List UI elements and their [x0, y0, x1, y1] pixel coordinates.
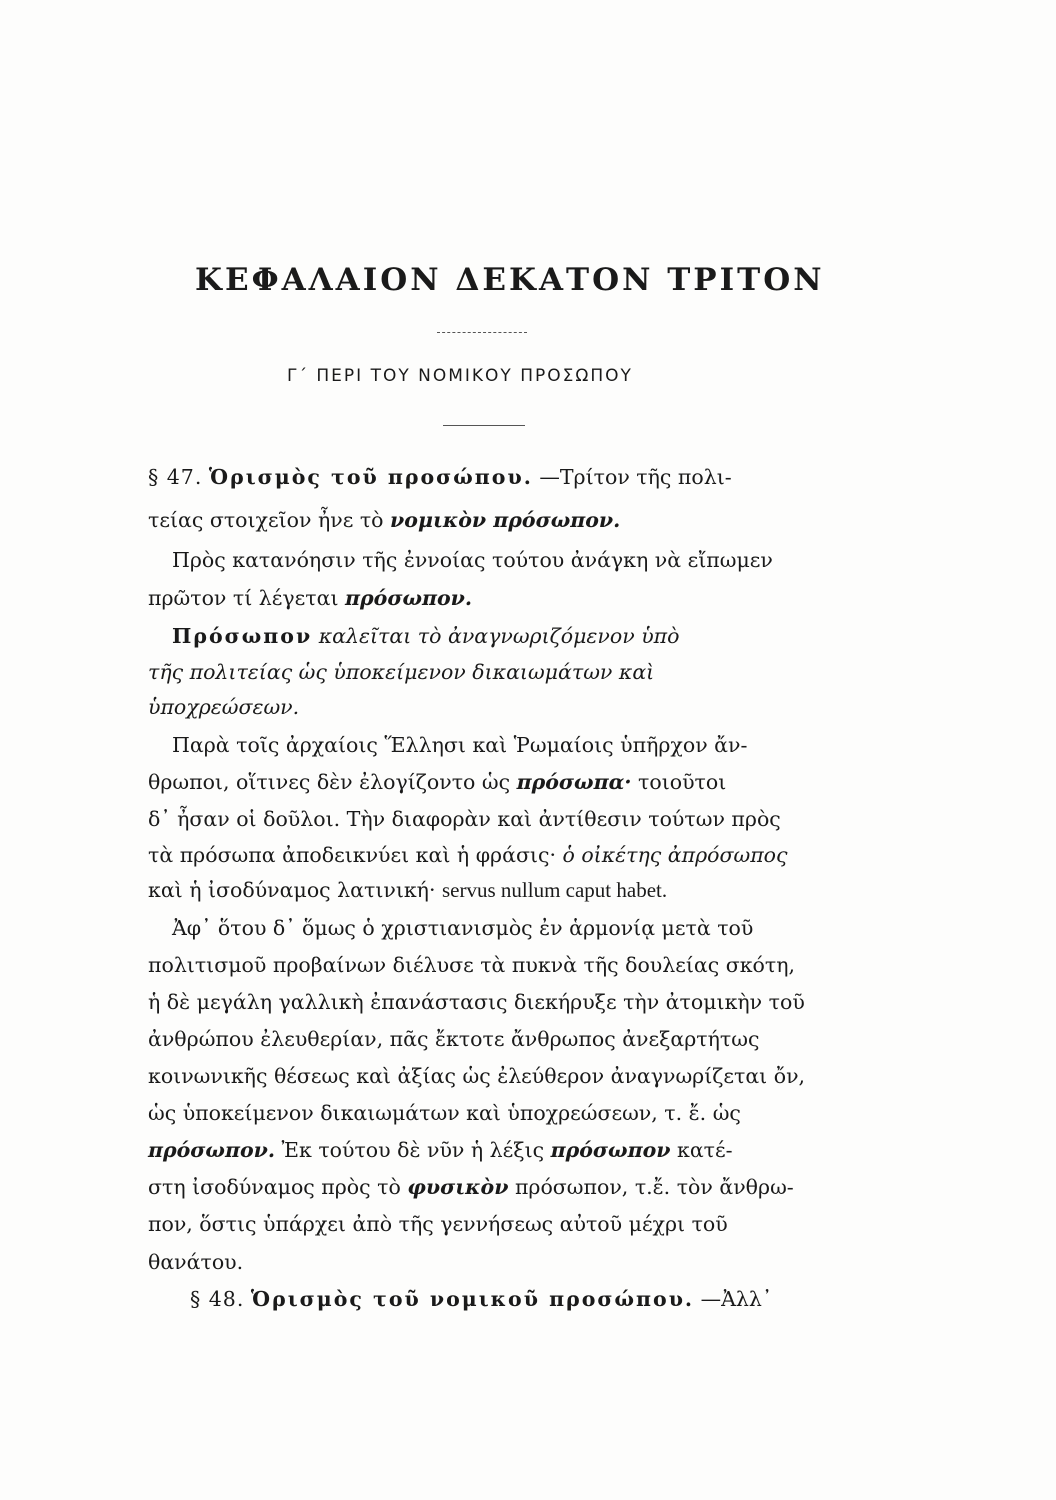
term-person: πρόσωπον — [550, 1138, 671, 1162]
chapter-subtitle: Γ΄ ΠΕΡΙ ΤΟΥ ΝΟΜΙΚΟΥ ΠΡΟΣΩΠΟΥ — [287, 366, 633, 386]
section-48-heading: Ὁρισμὸς τοῦ νομικοῦ προσώπου. — [250, 1287, 695, 1311]
text-fragment: θρωποι, οἵτινες δὲν ἐλογίζοντο ὡς — [148, 770, 517, 794]
latin-phrase: servus nullum caput habet. — [442, 878, 668, 902]
section-48-line — [190, 1284, 920, 1314]
paragraph-line — [148, 1172, 878, 1202]
paragraph-line: ἀνθρώπου ἐλευθερίαν, πᾶς ἔκτοτε ἄνθρωπος ἀνεξαρτήτως — [148, 1027, 760, 1051]
section-48-number: § 48. — [190, 1287, 245, 1311]
paragraph-line: κοινωνικῆς θέσεως καὶ ἀξίας ὡς ἐλεύθερον ἀναγνωρίζεται ὄν, — [148, 1064, 806, 1088]
text-fragment: —Τρίτον τῆς πολι- — [539, 465, 732, 489]
paragraph-line: πολιτισμοῦ προβαίνων διέλυσε τὰ πυκνὰ τῆς δουλείας σκότη, — [148, 953, 796, 977]
text-fragment: πρόσωπον, τ.ἔ. τὸν ἄνθρω- — [508, 1175, 794, 1199]
divider-top — [437, 332, 527, 333]
text-fragment: καὶ ἡ ἰσοδύναμος λατινική· — [148, 878, 442, 902]
term-legal-person: νομικὸν πρόσωπον. — [390, 508, 621, 532]
text-fragment: τοιοῦτοι — [631, 770, 727, 794]
text-fragment: τὰ πρόσωπα ἀποδεικνύει καὶ ἡ φράσις· — [148, 843, 563, 867]
term-person: πρόσωπον. — [345, 586, 473, 610]
definition-line-3: ὑποχρεώσεων. — [148, 695, 300, 719]
text-fragment: τείας στοιχεῖον ἦνε τὸ — [148, 508, 391, 532]
quoted-phrase: ὁ οἰκέτης ἀπρόσωπος — [562, 843, 788, 867]
paragraph-line — [148, 875, 878, 905]
text-fragment: κατέ- — [670, 1138, 733, 1162]
paragraph-line — [148, 840, 878, 870]
paragraph-line: θανάτου. — [148, 1250, 244, 1274]
paragraph-line: Παρὰ τοῖς ἀρχαίοις Ἕλλησι καὶ Ῥωμαίοις ὑπῆρχον ἄν- — [172, 733, 748, 757]
term-natural: φυσικὸν — [407, 1175, 509, 1199]
paragraph-line: ἡ δὲ μεγάλη γαλλικὴ ἐπανάστασις διεκήρυξε τὴν ἀτομικὴν τοῦ — [148, 990, 805, 1014]
term-persons: πρόσωπα· — [516, 770, 632, 794]
text-fragment: Ἐκ τούτου δὲ νῦν ἡ λέξις — [274, 1138, 551, 1162]
text-fragment: στη ἰσοδύναμος πρὸς τὸ — [148, 1175, 408, 1199]
text-fragment: πρῶτον τί λέγεται — [148, 586, 346, 610]
paragraph-line: Πρὸς κατανόησιν τῆς ἐννοίας τούτου ἀνάγκη νὰ εἴπωμεν — [172, 548, 773, 572]
divider-bottom — [443, 425, 525, 426]
paragraph-line: δ᾽ ἦσαν οἱ δοῦλοι. Τὴν διαφορὰν καὶ ἀντίθεσιν τούτων πρὸς — [148, 807, 781, 831]
paragraph-line: πον, ὅστις ὑπάρχει ἀπὸ τῆς γεννήσεως αὐτοῦ μέχρι τοῦ — [148, 1212, 728, 1236]
paragraph-line — [148, 1135, 878, 1165]
paragraph-line: ὡς ὑποκείμενον δικαιωμάτων καὶ ὑποχρεώσεων, τ. ἔ. ὡς — [148, 1101, 741, 1125]
definition-term: Πρόσωπον — [172, 624, 313, 648]
paragraph-line — [148, 583, 878, 613]
section-47-heading: Ὁρισμὸς τοῦ προσώπου. — [208, 465, 533, 489]
definition-line-2: τῆς πολιτείας ὡς ὑποκείμενον δικαιωμάτων καὶ — [148, 660, 655, 684]
section-47-number: § 47. — [148, 465, 203, 489]
text-fragment: —Ἀλλ᾽ — [700, 1287, 773, 1311]
section-47-line-2 — [148, 505, 878, 535]
section-47-line-1 — [148, 462, 878, 492]
term-person: πρόσωπον. — [148, 1138, 275, 1162]
paragraph-line: Ἀφ᾽ ὅτου δ᾽ ὅμως ὁ χριστιανισμὸς ἐν ἁρμονίᾳ μετὰ τοῦ — [172, 916, 754, 940]
definition-line-1 — [172, 621, 902, 651]
paragraph-line — [148, 767, 878, 797]
chapter-title: ΚΕΦΑΛΑΙΟΝ ΔΕΚΑΤΟΝ ΤΡΙΤΟΝ — [195, 262, 825, 298]
text-fragment: καλεῖται τὸ ἀναγνωριζόμενον ὑπὸ — [312, 624, 680, 648]
